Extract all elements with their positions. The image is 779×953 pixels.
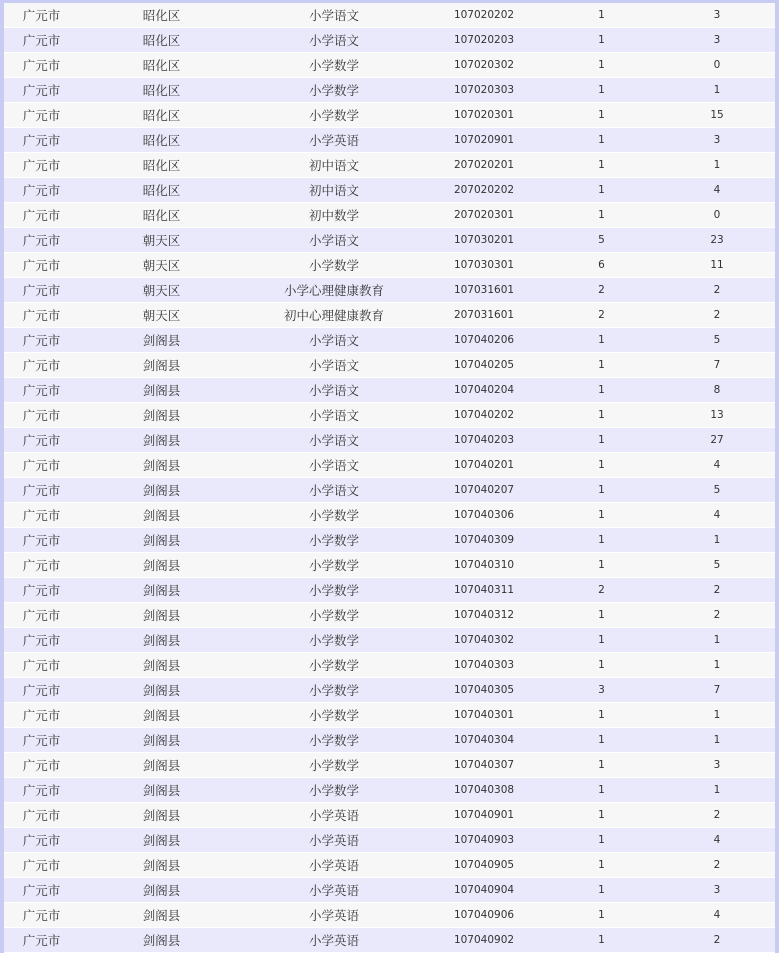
position-code-cell: 107040201: [424, 453, 544, 478]
quota-cell: 5: [544, 228, 659, 253]
applicants-cell: 2: [659, 928, 775, 953]
district-cell: 剑阁县: [79, 603, 244, 628]
quota-cell: 1: [544, 3, 659, 28]
subject-cell: 小学数学: [244, 603, 424, 628]
table-row: [4, 728, 775, 753]
quota-cell: 1: [544, 703, 659, 728]
district-cell: 剑阁县: [79, 403, 244, 428]
position-code-cell: 207020301: [424, 203, 544, 228]
applicants-cell: 0: [659, 203, 775, 228]
table-row: [4, 528, 775, 553]
applicants-cell: 3: [659, 753, 775, 778]
table-row: [4, 28, 775, 53]
applicants-cell: 1: [659, 628, 775, 653]
quota-cell: 1: [544, 203, 659, 228]
subject-cell: 小学语文: [244, 478, 424, 503]
position-code-cell: 107040206: [424, 328, 544, 353]
district-cell: 剑阁县: [79, 653, 244, 678]
table-row: [4, 928, 775, 953]
city-cell: 广元市: [4, 303, 79, 328]
position-code-cell: 107040202: [424, 403, 544, 428]
district-cell: 剑阁县: [79, 928, 244, 953]
table-row: [4, 653, 775, 678]
quota-cell: 1: [544, 178, 659, 203]
district-cell: 朝天区: [79, 278, 244, 303]
quota-cell: 1: [544, 78, 659, 103]
subject-cell: 小学语文: [244, 28, 424, 53]
district-cell: 剑阁县: [79, 678, 244, 703]
position-code-cell: 107040307: [424, 753, 544, 778]
district-cell: 昭化区: [79, 128, 244, 153]
subject-cell: 小学语文: [244, 353, 424, 378]
city-cell: 广元市: [4, 28, 79, 53]
subject-cell: 小学英语: [244, 803, 424, 828]
district-cell: 剑阁县: [79, 453, 244, 478]
city-cell: 广元市: [4, 553, 79, 578]
table-row: [4, 53, 775, 78]
city-cell: 广元市: [4, 203, 79, 228]
subject-cell: 小学英语: [244, 128, 424, 153]
district-cell: 剑阁县: [79, 478, 244, 503]
position-code-cell: 107040903: [424, 828, 544, 853]
quota-cell: 1: [544, 103, 659, 128]
applicants-cell: 1: [659, 78, 775, 103]
city-cell: 广元市: [4, 503, 79, 528]
position-code-cell: 107040904: [424, 878, 544, 903]
table-row: [4, 603, 775, 628]
city-cell: 广元市: [4, 578, 79, 603]
position-code-cell: 107020203: [424, 28, 544, 53]
position-code-cell: 107020202: [424, 3, 544, 28]
position-code-cell: 107040312: [424, 603, 544, 628]
applicants-cell: 2: [659, 853, 775, 878]
table-row: [4, 253, 775, 278]
position-code-cell: 107040204: [424, 378, 544, 403]
applicants-cell: 15: [659, 103, 775, 128]
quota-cell: 1: [544, 453, 659, 478]
applicants-cell: 27: [659, 428, 775, 453]
quota-cell: 1: [544, 128, 659, 153]
district-cell: 剑阁县: [79, 878, 244, 903]
table-row: [4, 453, 775, 478]
city-cell: 广元市: [4, 128, 79, 153]
applicants-cell: 2: [659, 278, 775, 303]
city-cell: 广元市: [4, 728, 79, 753]
city-cell: 广元市: [4, 403, 79, 428]
applicants-cell: 2: [659, 603, 775, 628]
quota-cell: 6: [544, 253, 659, 278]
table-row: [4, 403, 775, 428]
subject-cell: 初中语文: [244, 178, 424, 203]
table-row: [4, 353, 775, 378]
district-cell: 剑阁县: [79, 353, 244, 378]
applicants-cell: 3: [659, 3, 775, 28]
position-code-cell: 107040308: [424, 778, 544, 803]
position-code-cell: 107040310: [424, 553, 544, 578]
city-cell: 广元市: [4, 453, 79, 478]
quota-cell: 1: [544, 53, 659, 78]
position-code-cell: 107040207: [424, 478, 544, 503]
subject-cell: 小学英语: [244, 828, 424, 853]
city-cell: 广元市: [4, 328, 79, 353]
applicants-cell: 1: [659, 778, 775, 803]
quota-cell: 3: [544, 678, 659, 703]
position-code-cell: 107030301: [424, 253, 544, 278]
subject-cell: 小学数学: [244, 628, 424, 653]
city-cell: 广元市: [4, 3, 79, 28]
quota-cell: 1: [544, 628, 659, 653]
district-cell: 剑阁县: [79, 578, 244, 603]
district-cell: 剑阁县: [79, 803, 244, 828]
district-cell: 朝天区: [79, 303, 244, 328]
quota-cell: 1: [544, 753, 659, 778]
quota-cell: 1: [544, 778, 659, 803]
applicants-cell: 8: [659, 378, 775, 403]
subject-cell: 小学英语: [244, 928, 424, 953]
district-cell: 剑阁县: [79, 378, 244, 403]
quota-cell: 2: [544, 303, 659, 328]
applicants-cell: 2: [659, 578, 775, 603]
subject-cell: 初中数学: [244, 203, 424, 228]
city-cell: 广元市: [4, 253, 79, 278]
position-code-cell: 207020202: [424, 178, 544, 203]
applicants-cell: 13: [659, 403, 775, 428]
position-code-cell: 107040205: [424, 353, 544, 378]
applicants-cell: 23: [659, 228, 775, 253]
city-cell: 广元市: [4, 278, 79, 303]
position-code-cell: 107040905: [424, 853, 544, 878]
quota-cell: 1: [544, 653, 659, 678]
quota-cell: 1: [544, 478, 659, 503]
applicants-cell: 1: [659, 153, 775, 178]
quota-cell: 1: [544, 428, 659, 453]
city-cell: 广元市: [4, 78, 79, 103]
city-cell: 广元市: [4, 353, 79, 378]
subject-cell: 小学数学: [244, 778, 424, 803]
district-cell: 剑阁县: [79, 778, 244, 803]
position-code-cell: 107040301: [424, 703, 544, 728]
applicants-cell: 4: [659, 503, 775, 528]
table-row: [4, 678, 775, 703]
subject-cell: 小学数学: [244, 553, 424, 578]
applicants-cell: 2: [659, 803, 775, 828]
subject-cell: 小学语文: [244, 328, 424, 353]
position-code-cell: 107020301: [424, 103, 544, 128]
recruitment-table: [4, 3, 775, 953]
district-cell: 剑阁县: [79, 553, 244, 578]
table-row: [4, 703, 775, 728]
quota-cell: 1: [544, 528, 659, 553]
district-cell: 朝天区: [79, 228, 244, 253]
applicants-cell: 1: [659, 703, 775, 728]
applicants-cell: 4: [659, 178, 775, 203]
recruitment-table-container: [4, 3, 775, 953]
quota-cell: 1: [544, 378, 659, 403]
city-cell: 广元市: [4, 828, 79, 853]
quota-cell: 1: [544, 603, 659, 628]
subject-cell: 小学数学: [244, 703, 424, 728]
quota-cell: 1: [544, 153, 659, 178]
city-cell: 广元市: [4, 428, 79, 453]
city-cell: 广元市: [4, 653, 79, 678]
table-row: [4, 853, 775, 878]
table-row: [4, 228, 775, 253]
subject-cell: 小学数学: [244, 528, 424, 553]
city-cell: 广元市: [4, 878, 79, 903]
district-cell: 昭化区: [79, 53, 244, 78]
table-row: [4, 803, 775, 828]
city-cell: 广元市: [4, 703, 79, 728]
subject-cell: 小学语文: [244, 428, 424, 453]
table-row: [4, 303, 775, 328]
subject-cell: 小学数学: [244, 253, 424, 278]
city-cell: 广元市: [4, 53, 79, 78]
district-cell: 剑阁县: [79, 428, 244, 453]
city-cell: 广元市: [4, 153, 79, 178]
table-row: [4, 878, 775, 903]
quota-cell: 1: [544, 828, 659, 853]
applicants-cell: 3: [659, 878, 775, 903]
position-code-cell: 107020901: [424, 128, 544, 153]
district-cell: 剑阁县: [79, 528, 244, 553]
city-cell: 广元市: [4, 378, 79, 403]
quota-cell: 1: [544, 353, 659, 378]
applicants-cell: 5: [659, 553, 775, 578]
subject-cell: 小学语文: [244, 453, 424, 478]
city-cell: 广元市: [4, 478, 79, 503]
district-cell: 剑阁县: [79, 503, 244, 528]
applicants-cell: 5: [659, 328, 775, 353]
district-cell: 昭化区: [79, 153, 244, 178]
subject-cell: 小学数学: [244, 78, 424, 103]
quota-cell: 1: [544, 803, 659, 828]
quota-cell: 1: [544, 878, 659, 903]
applicants-cell: 4: [659, 453, 775, 478]
subject-cell: 小学数学: [244, 653, 424, 678]
table-row: [4, 778, 775, 803]
subject-cell: 小学数学: [244, 53, 424, 78]
quota-cell: 1: [544, 928, 659, 953]
quota-cell: 1: [544, 728, 659, 753]
city-cell: 广元市: [4, 678, 79, 703]
city-cell: 广元市: [4, 103, 79, 128]
applicants-cell: 1: [659, 653, 775, 678]
table-row: [4, 128, 775, 153]
table-row: [4, 378, 775, 403]
applicants-cell: 4: [659, 828, 775, 853]
applicants-cell: 11: [659, 253, 775, 278]
subject-cell: 小学语文: [244, 403, 424, 428]
district-cell: 昭化区: [79, 103, 244, 128]
position-code-cell: 107040305: [424, 678, 544, 703]
district-cell: 昭化区: [79, 3, 244, 28]
position-code-cell: 107040901: [424, 803, 544, 828]
table-row: [4, 203, 775, 228]
subject-cell: 初中语文: [244, 153, 424, 178]
table-row: [4, 478, 775, 503]
table-row: [4, 153, 775, 178]
subject-cell: 小学数学: [244, 678, 424, 703]
subject-cell: 小学语文: [244, 228, 424, 253]
subject-cell: 小学语文: [244, 3, 424, 28]
applicants-cell: 1: [659, 528, 775, 553]
quota-cell: 1: [544, 403, 659, 428]
position-code-cell: 107040302: [424, 628, 544, 653]
table-row: [4, 903, 775, 928]
position-code-cell: 107040303: [424, 653, 544, 678]
quota-cell: 1: [544, 903, 659, 928]
applicants-cell: 4: [659, 903, 775, 928]
city-cell: 广元市: [4, 928, 79, 953]
district-cell: 剑阁县: [79, 728, 244, 753]
applicants-cell: 3: [659, 28, 775, 53]
city-cell: 广元市: [4, 628, 79, 653]
table-row: [4, 553, 775, 578]
table-row: [4, 753, 775, 778]
applicants-cell: 5: [659, 478, 775, 503]
subject-cell: 小学数学: [244, 503, 424, 528]
table-body: [4, 3, 775, 953]
district-cell: 剑阁县: [79, 703, 244, 728]
district-cell: 昭化区: [79, 203, 244, 228]
subject-cell: 小学心理健康教育: [244, 278, 424, 303]
table-row: [4, 503, 775, 528]
district-cell: 剑阁县: [79, 828, 244, 853]
city-cell: 广元市: [4, 528, 79, 553]
district-cell: 昭化区: [79, 178, 244, 203]
city-cell: 广元市: [4, 753, 79, 778]
city-cell: 广元市: [4, 853, 79, 878]
district-cell: 剑阁县: [79, 328, 244, 353]
district-cell: 剑阁县: [79, 753, 244, 778]
table-row: [4, 278, 775, 303]
district-cell: 昭化区: [79, 78, 244, 103]
subject-cell: 小学数学: [244, 728, 424, 753]
quota-cell: 2: [544, 578, 659, 603]
table-row: [4, 3, 775, 28]
quota-cell: 1: [544, 503, 659, 528]
table-row: [4, 828, 775, 853]
position-code-cell: 107020302: [424, 53, 544, 78]
district-cell: 剑阁县: [79, 628, 244, 653]
table-row: [4, 178, 775, 203]
position-code-cell: 107040309: [424, 528, 544, 553]
table-row: [4, 628, 775, 653]
applicants-cell: 7: [659, 678, 775, 703]
subject-cell: 小学英语: [244, 878, 424, 903]
district-cell: 昭化区: [79, 28, 244, 53]
position-code-cell: 107030201: [424, 228, 544, 253]
position-code-cell: 107040304: [424, 728, 544, 753]
position-code-cell: 107031601: [424, 278, 544, 303]
subject-cell: 小学数学: [244, 578, 424, 603]
subject-cell: 小学英语: [244, 853, 424, 878]
district-cell: 朝天区: [79, 253, 244, 278]
subject-cell: 小学数学: [244, 753, 424, 778]
table-row: [4, 78, 775, 103]
quota-cell: 1: [544, 853, 659, 878]
position-code-cell: 107040306: [424, 503, 544, 528]
city-cell: 广元市: [4, 778, 79, 803]
position-code-cell: 107040203: [424, 428, 544, 453]
subject-cell: 小学语文: [244, 378, 424, 403]
district-cell: 剑阁县: [79, 903, 244, 928]
quota-cell: 1: [544, 553, 659, 578]
subject-cell: 小学数学: [244, 103, 424, 128]
position-code-cell: 107020303: [424, 78, 544, 103]
city-cell: 广元市: [4, 603, 79, 628]
applicants-cell: 2: [659, 303, 775, 328]
quota-cell: 2: [544, 278, 659, 303]
position-code-cell: 207031601: [424, 303, 544, 328]
position-code-cell: 107040311: [424, 578, 544, 603]
subject-cell: 初中心理健康教育: [244, 303, 424, 328]
city-cell: 广元市: [4, 903, 79, 928]
position-code-cell: 107040906: [424, 903, 544, 928]
applicants-cell: 7: [659, 353, 775, 378]
table-row: [4, 428, 775, 453]
table-row: [4, 578, 775, 603]
applicants-cell: 3: [659, 128, 775, 153]
quota-cell: 1: [544, 328, 659, 353]
city-cell: 广元市: [4, 803, 79, 828]
applicants-cell: 0: [659, 53, 775, 78]
table-row: [4, 328, 775, 353]
position-code-cell: 107040902: [424, 928, 544, 953]
city-cell: 广元市: [4, 178, 79, 203]
applicants-cell: 1: [659, 728, 775, 753]
city-cell: 广元市: [4, 228, 79, 253]
district-cell: 剑阁县: [79, 853, 244, 878]
position-code-cell: 207020201: [424, 153, 544, 178]
quota-cell: 1: [544, 28, 659, 53]
table-row: [4, 103, 775, 128]
subject-cell: 小学英语: [244, 903, 424, 928]
